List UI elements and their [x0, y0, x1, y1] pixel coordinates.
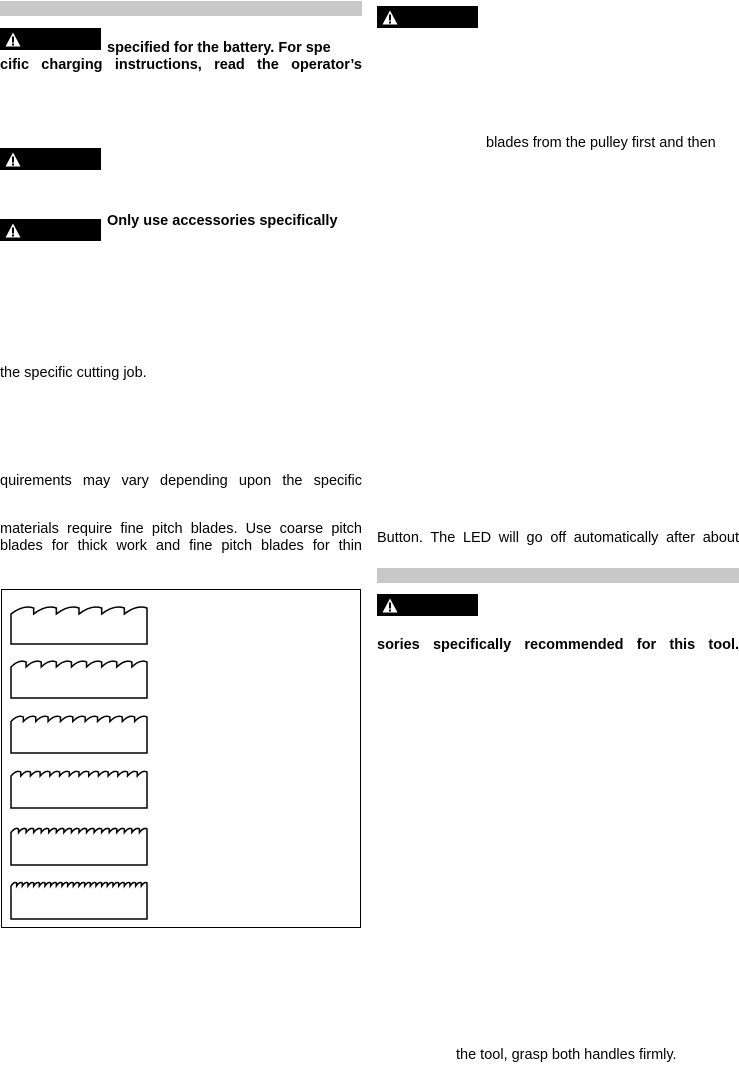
blade-pitch-5-illustration: [10, 819, 148, 867]
blade-pitch-4-illustration: [10, 762, 148, 810]
warning-triangle-icon: [5, 152, 21, 167]
body-line-led: Button. The LED will go off automatically after about: [377, 530, 739, 546]
blade-pitch-3-illustration: [10, 707, 148, 755]
warning-triangle-icon: [5, 223, 21, 238]
warning-label-1: [0, 28, 101, 50]
warning-triangle-icon: [5, 32, 21, 47]
warning-label-3: [0, 219, 101, 241]
section-header-bar-left: [0, 1, 362, 16]
blade-pitch-figure: [1, 589, 361, 928]
warning-1-text-line1: specified for the battery. For spe: [107, 40, 331, 56]
body-line-cutting-job: the specific cutting job.: [0, 365, 147, 381]
body-line-requirements: quirements may vary depending upon the specific: [0, 473, 362, 489]
warning-label-right-1: [377, 6, 478, 28]
body-line-pitch-2: blades for thick work and fine pitch blades for thin: [0, 538, 362, 554]
warning-triangle-icon: [382, 10, 398, 25]
warning-label-2: [0, 148, 101, 170]
body-line-pitch-1: materials require fine pitch blades. Use coarse pitch: [0, 521, 362, 537]
blade-fine-pitch-illustration: [10, 873, 148, 921]
warning-1-text-line2: cific charging instructions, read the operator’s: [0, 57, 362, 73]
body-line-grasp: the tool, grasp both handles firmly.: [456, 1047, 677, 1063]
blade-pitch-2-illustration: [10, 652, 148, 700]
body-line-pulley: blades from the pulley first and then: [486, 135, 716, 151]
warning-3-text: Only use accessories specifically: [107, 213, 338, 229]
warning-label-right-2: [377, 594, 478, 616]
blade-coarse-pitch-illustration: [10, 598, 148, 646]
section-header-bar-right: [377, 568, 739, 583]
warning-text-accessories: sories specifically recommended for this tool.: [377, 637, 739, 653]
warning-triangle-icon: [382, 598, 398, 613]
